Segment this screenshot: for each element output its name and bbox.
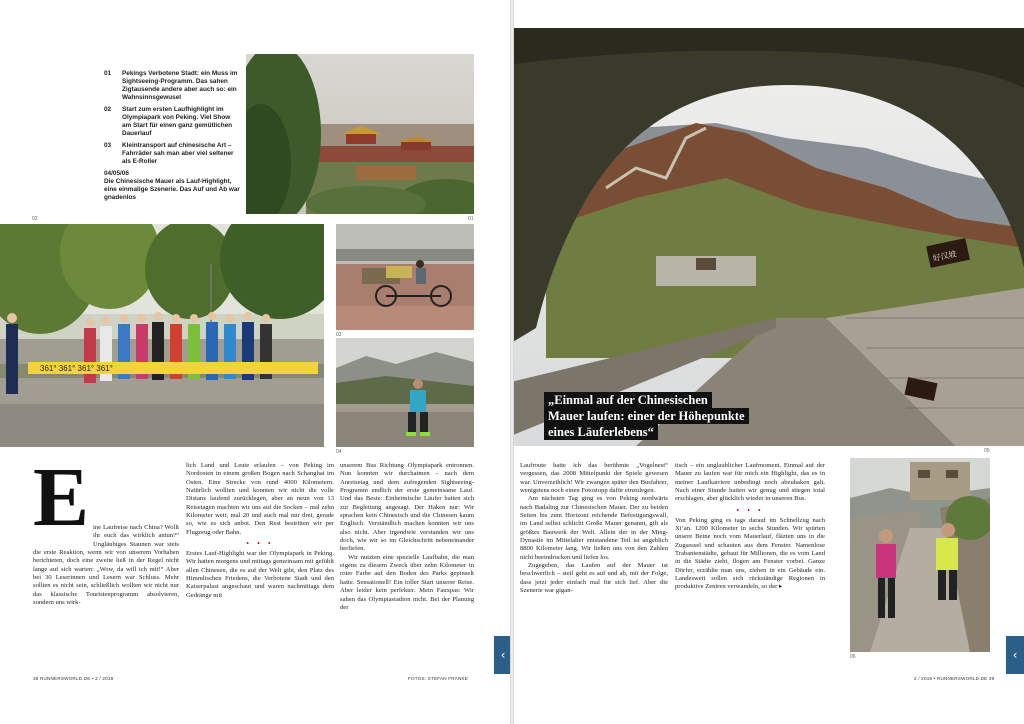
forbidden-city-image [246,54,474,214]
photo-number: 06 [850,654,856,660]
body-paragraph: tisch – ein unglaublicher Laufmoment. Einmal auf der Mauer zu laufen war für mich ein Highlight, das es in meiner Laufkarriere unbedingt noch abzuhaken galt. Nach einer Stunde hatten wir genug und stiegen total erschlagen, aber glücklich wieder in unseren Bus. [675,462,825,503]
caption-number: 04/05/06 [104,170,129,177]
body-paragraph: Zugegeben, das Laufen auf der Mauer ist beschwerlich – steil geht es auf und ab, mit der Folge, dass jetzt jeder einfach mal für sich lief. Aber die Szenerie war gigan- [520,562,668,595]
body-paragraph: Wir nutzten eine spezielle Laufbahn, die man eigens zu diesem Zweck über zehn Kilometer in roter Farbe auf den Boden des Parks gepinselt hatte. Sensationell! Ein toller Start unserer Reise. Aber leider kein perfekter. Mein Fauxpas: Wir sahen das Olympiastadion nicht. Bei der Planung der [340,553,474,611]
wall-sign-text: 好汉坡 [931,249,958,264]
caption-text: Start zum ersten Laufhighlight im Olympiapark von Peking. Viel Show am Start für einen ganz gemütlichen Dauerlauf [122,106,233,137]
caption-item [104,170,240,202]
great-wall-image [514,28,1024,446]
start-banner-text: 361° 361° 361° 361° [40,364,113,373]
caption-number: 03 [104,142,112,149]
photo-number: 03 [336,332,342,338]
section-divider-dots: • • • [246,539,274,549]
prev-page-tab[interactable] [494,636,510,674]
caption-number: 01 [104,70,112,77]
photo-number: 01 [468,216,474,222]
body-paragraph: Am nächsten Tag ging es von Peking nordwärts nach Badaling zur Chinesischen Mauer. Der zu beiden Seiten bis zum Horizont reichende Befestigungswall, im Land selbst schlicht Große Mauer genannt, gilt als größtes Bauwerk der Welt. Allein der in der Ming-Dynastie im Mittelalter entstandene Teil ist angeblich 8800 Kilometer lang. Wir ließen uns von den Zahlen nicht beeindrucken und liefen los. [520,495,668,561]
caption-item [104,106,240,138]
photo-captions [104,70,240,206]
photo-great-wall [514,28,1024,446]
next-page-tab[interactable] [1006,636,1024,674]
photo-forbidden-city [246,54,474,214]
photo-credit: FOTOS: STEFAN FRANKE [408,676,469,681]
wall-runner-image [336,338,474,447]
body-column-2 [186,462,334,662]
caption-text: Die Chinesische Mauer als Lauf-Highlight, eine einmalige Szenerie. Das Auf und Ab war gnadenlos [104,178,240,201]
quote-line: Mauer laufen: einer der Höhepunkte [544,408,749,424]
two-runners-image [850,458,990,652]
body-column-4 [520,462,668,672]
photo-wall-runner [336,338,474,447]
photo-number: 02 [32,216,38,222]
right-page [514,0,1024,724]
body-paragraph: Laufroute hatte ich das berühmte „Vogelnest“ vergessen, das 2008 Mittelpunkt der Spiele gewesen war. Unverzeihlich! Wir zwangen später den Busfahrer, wenigstens noch einen Fotostopp dafür einzulegen. [520,462,668,495]
body-paragraph: unserem Bus Richtung Olympiapark entronnen. Nun konnten wir durchatmen – nach dem Anreisetag und dem aufregenden Sightseeing-Programm endlich der erste gemeinsame Lauf. Und das Beste: Einheimische Läufer hatten sich zur Begleitung angesagt. Der Haken nur: Wir sprachen kein Chinesisch und die Chinesen kaum Englisch. Verständlich machen konnten wir uns also nicht. Aber irgendwie verstanden wir uns doch, wie wir so im Gleichschritt nebeneinander herliefen. [340,462,474,553]
body-paragraph: lich Land und Leute erlaufen – von Peking im Nordosten in einem großen Bogen nach Schanghai im Osten. Eine Strecke von rund 4000 Kilometern. Natürlich wollten und konnten wir nicht die volle Distanz laufend zurücklegen, aber an neun von 13 Reisetagen machten wir uns auf die Socken – mal zehn Kilometer weit, mal 20 und auch mal nur drei, gerade so, wie es sich anbot. Den Rest bestritten wir per Flugzeug oder Bahn. [186,462,334,536]
body-column-1 [33,462,179,672]
caption-number: 02 [104,106,112,113]
quote-line: eines Läuferlebens“ [544,424,658,440]
chevron-left-icon: ‹ [1012,648,1018,662]
caption-text: Kleintransport auf chinesische Art – Fahrräder sah man aber viel seltener als E-Roller [122,142,234,165]
body-column-5 [675,462,825,672]
tricycle-image [336,224,474,330]
photo-olympic-park-start [0,224,324,447]
drop-cap: E [33,462,90,544]
photo-number: 05 [984,448,990,454]
pull-quote [544,392,749,440]
body-column-3 [340,462,474,662]
caption-text: Pekings Verbotene Stadt: ein Muss im Sightseeing-Programm. Das sahen Zigtausende andere aber auch so: ein Wahnsinnsgewusel [122,70,238,101]
caption-item [104,142,240,166]
chevron-left-icon: ‹ [500,648,506,662]
footer-page-info-right: 2 / 2019 • RUNNERSWORLD.DE 39 [914,676,995,681]
photo-two-runners [850,458,990,652]
body-paragraph: ine Laufreise nach China? Wollt ihr euch das wirklich antun?“ Ungläubiges Staunen war stets die erste Reaktion, wenn wir von unserem Vorhaben berichteten, doch eine zweite ließ in der Regel nicht lange auf sich warten: „Wow, da will ich mit!“ Aber bei 30 Leserinnen und Lesern war Schluss. Mehr sollten es nicht sein, schließlich wollten wir nicht nur das klassische Touristenprogramm absolvieren, sondern uns wirk- [33,524,179,607]
photo-tricycle [336,224,474,330]
caption-item [104,70,240,102]
runners-start-image [0,224,324,447]
left-page [0,0,510,724]
photo-number: 04 [336,449,342,455]
body-paragraph: Von Peking ging es tags darauf im Schnellzug nach Xi’an. 1200 Kilometer in sechs Stunden. Wir spürten unsere Beine noch vom Mauerlauf, fläzten uns in die Zugsessel und schauten aus dem Fenster. Namenlose Trabantenstädte, gebaut für Millionen, die es vom Land in die Städte zieht, flogen am Fenster vorbei. Ganze Dörfer, erzählte man uns, ziehen in ein Gebäude ein. Landesweit sollen sich rückständige Regionen in produktive Zentren verwandeln, so der ▸ [675,516,825,591]
footer-page-info-left: 38 RUNNERSWORLD.DE • 2 / 2019 [33,676,114,681]
quote-line: „Einmal auf der Chinesischen [544,392,712,408]
section-divider-dots: • • • [736,505,764,515]
body-paragraph: Erstes Lauf-Highlight war der Olympiapark in Peking. Wir hatten morgens und mittags gemeinsam mit gefühlt allen Chinesen, die es auf der Welt gibt, den Platz des Himmlischen Friedens, die Verbotene Stadt und den Kaiserpalast angeschaut und waren nachmittags dem Gedränge mit [186,550,334,599]
